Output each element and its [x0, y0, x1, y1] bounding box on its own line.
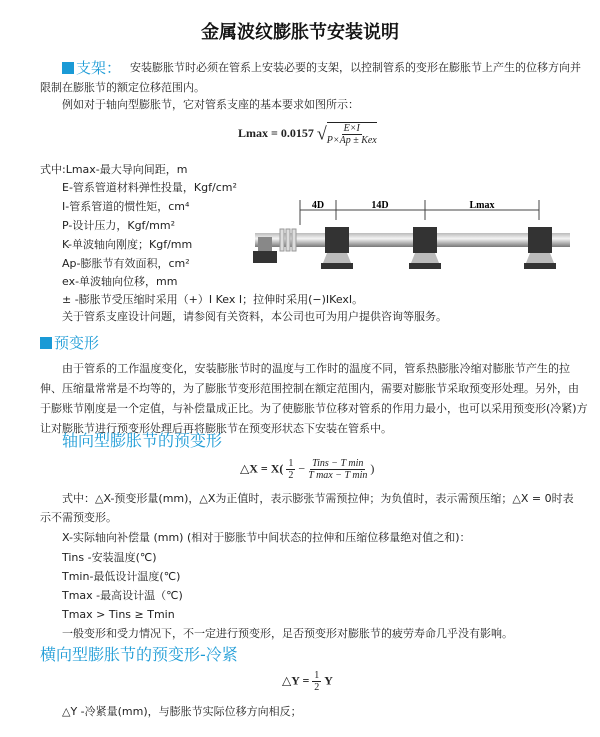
formula-denominator: T max − T min [308, 470, 368, 481]
bellows [280, 229, 296, 251]
square-bullet-icon [40, 337, 52, 349]
text-line: 示不需预变形。 [40, 511, 117, 524]
text-line: 伸、压缩量常常是不均等的，为了膨胀节变形范围控制在额定范围内，需要对膨胀节采取预变形处理。另外，由 [40, 382, 579, 395]
formula-close: ) [370, 461, 375, 476]
text-line: 例如对于轴向型膨胀节，它对管系支座的基本要求如图所示： [62, 98, 359, 111]
text-line: 于膨账节刚度是一个定值，与补偿量成正比。为了使膨胀节位移对管系的作用力最小，也可以采用预变形(冷紧)方 [40, 402, 588, 415]
definition-line: Tmax > Tins ≥ Tmin [62, 608, 175, 621]
formula-numerator: E×I [343, 123, 360, 134]
dim-label-4d: 4D [311, 200, 325, 211]
formula-half-numerator: 1 [288, 458, 294, 469]
pipe [255, 233, 570, 247]
formula-rhs: Y [324, 673, 333, 688]
section-heading-support [62, 59, 121, 77]
dim-label-14d: 14D [371, 200, 389, 211]
formula-delta-y [282, 670, 333, 693]
formula-delta-x [240, 458, 374, 481]
formula-lhs: △Y = [282, 673, 310, 688]
definition-line: K-单波轴向刚度；Kgf/mm [62, 238, 193, 251]
definition-line: I-管系管道的惯性矩，cm⁴ [62, 200, 190, 213]
square-bullet-icon [62, 62, 74, 74]
definition-line: E-管系管道材料弹性投量，Kgf/cm² [62, 181, 237, 194]
text-line: 安装膨胀节时必须在管系上安装必要的支架，以控制管系的变形在膨胀节上产生的位移方向并 [130, 61, 581, 74]
formula-minus: − [298, 461, 306, 476]
formula-denominator: 2 [314, 682, 320, 693]
definition-line: ± -膨胀节受压缩时采用（+）I Kex I；拉伸时采用(−)IKexI。 [62, 293, 364, 306]
definition-line: ex-单波轴向位移，mm [62, 275, 178, 288]
formula-half-denominator: 2 [288, 470, 294, 481]
definition-line: 一般变形和受力情况下，不一定进行预变形，足否预变形对膨胀节的疲劳寿命几乎没有影响。 [62, 627, 513, 640]
dim-label-lmax: Lmax [469, 200, 495, 211]
definition-line: △Y -冷紧量(mm)，与膨胀节实际位移方向相反； [62, 705, 302, 718]
definition-line: 式中:Lmax-最大导向间距，m [40, 163, 188, 176]
formula-denominator: P×Ap ± Kex [326, 135, 377, 146]
definition-line: 关于管系支座设计问题，请参阅有关资料，本公司也可为用户提供咨询等服务。 [62, 310, 447, 323]
heading-text: 支架： [76, 59, 122, 77]
definition-line: Tmin-最低设计温度(℃) [62, 570, 181, 583]
formula-lhs: Lmax = 0.0157 [238, 125, 314, 140]
section-heading-predeform [40, 334, 99, 352]
section-heading-lateral: 横向型膨胀节的预变形-冷紧 [40, 645, 238, 664]
support-spacing-diagram [245, 195, 575, 280]
sqrt-sign: √ [316, 123, 327, 144]
text-line: 由于管系的工作温度变化，安装膨胀节时的温度与工作时的温度不同，管系热膨胀冷缩对膨胀节产生的拉 [62, 362, 570, 375]
definition-line: Ap-膨胀节有效面积，cm² [62, 257, 190, 270]
formula-lmax [238, 122, 377, 146]
heading-text: 预变形 [54, 334, 100, 352]
text-line: 式中：△X-预变形量(mm)，△X为正值时，表示膨张节需预拉伸；为负值时，表示需预压缩；△X = 0时表 [62, 492, 574, 505]
definition-line: Tins -安装温度(℃) [62, 551, 157, 564]
page-title: 金属波纹膨胀节安装说明 [201, 22, 399, 43]
definition-line: X-实际轴向补偿量 (mm) (相对于膨胀节中间状态的拉伸和压缩位移量绝对值之和)： [62, 531, 471, 544]
definition-line: Tmax -最高设计温（℃) [62, 589, 183, 602]
definition-line: P-设计压力，Kgf/mm² [62, 219, 175, 232]
formula-lhs: △X = X( [240, 461, 284, 476]
formula-numerator: 1 [314, 670, 320, 681]
text-line: 限制在膨胀节的额定位移范围内。 [40, 81, 205, 94]
text-line: 让对膨胀节进行预变形处理后再将膨胀节在预变形状态下安装在管系中。 [40, 422, 392, 435]
formula-numerator: Tins − T min [312, 458, 364, 469]
section-heading-axial: 轴向型膨胀节的预变形 [62, 431, 223, 450]
